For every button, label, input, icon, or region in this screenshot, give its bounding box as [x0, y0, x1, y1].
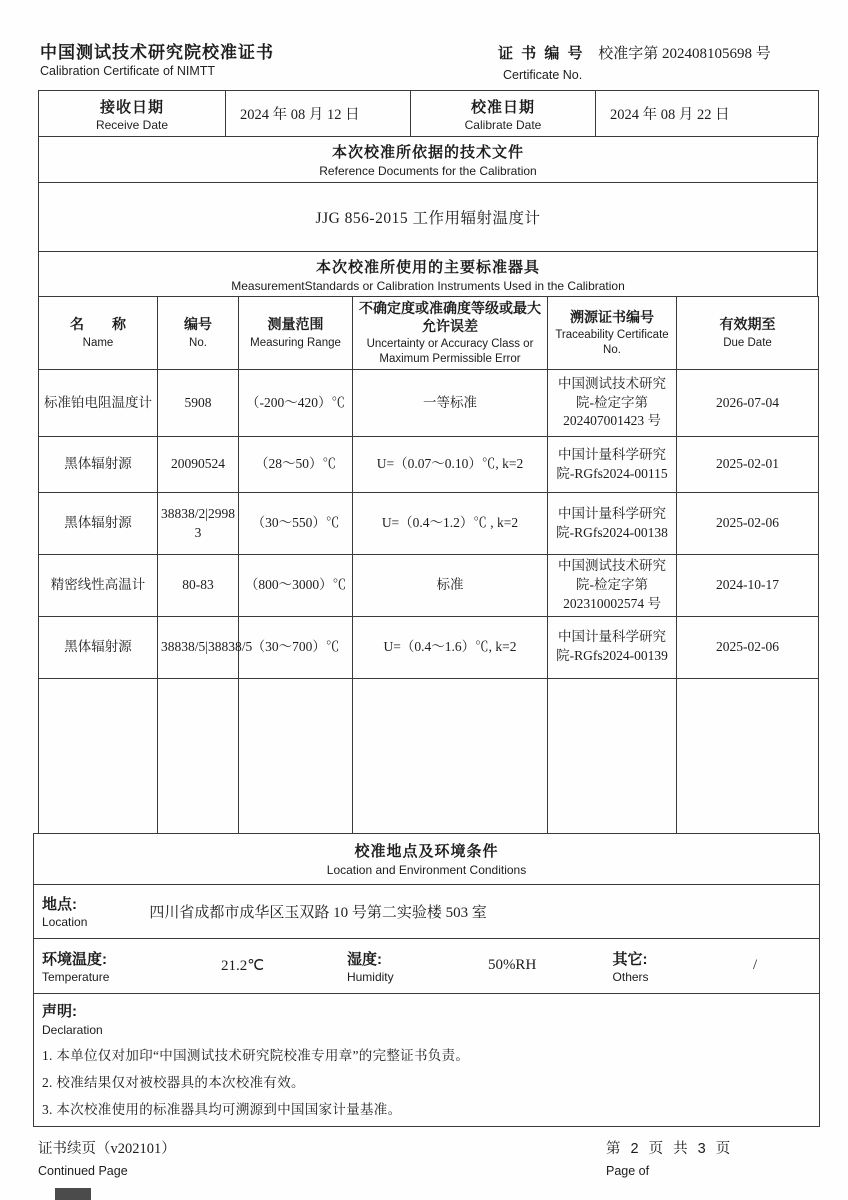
- reference-header-cn: 本次校准所依据的技术文件: [331, 144, 524, 161]
- cell-traceability: 中国测试技术研究院-检定字第 202310002574 号: [548, 555, 677, 617]
- col-range-en: Measuring Range: [250, 336, 341, 349]
- footer-left: [38, 1137, 176, 1178]
- declaration-label-cn: 声明:: [42, 1002, 77, 1020]
- calibrate-date-label-en: Calibrate Date: [464, 117, 542, 132]
- cell-name: 标准铂电阻温度计: [39, 370, 158, 437]
- location-section-header: [34, 834, 819, 885]
- footer-right: [606, 1137, 818, 1178]
- temperature-label-en: Temperature: [42, 969, 110, 984]
- temperature-value: 21.2℃: [221, 958, 265, 975]
- cell-no: 80-83: [158, 555, 239, 617]
- reference-header-en: Reference Documents for the Calibration: [319, 164, 537, 178]
- location-label: [34, 893, 87, 929]
- others-label: [605, 948, 692, 984]
- cell-name: 黑体辐射源: [39, 437, 158, 493]
- col-name-en: Name: [82, 336, 114, 349]
- cell-range: （30～550）℃: [239, 493, 353, 555]
- location-environment-box: [33, 833, 820, 1127]
- receive-date-label-cell: [39, 91, 226, 137]
- empty-cell: [158, 678, 239, 833]
- standards-row: [39, 555, 819, 617]
- col-traceability-cn: 溯源证书编号: [570, 308, 654, 325]
- cell-range: （800～3000）℃: [239, 555, 353, 617]
- col-no: [158, 297, 239, 370]
- cell-no: 38838/2|2998 3: [158, 493, 239, 555]
- cell-uncertainty: 一等标准: [353, 370, 548, 437]
- empty-cell: [677, 678, 819, 833]
- cell-range: （-200～420）℃: [239, 370, 353, 437]
- cell-traceability: 中国测试技术研究院-检定字第 202407001423 号: [548, 370, 677, 437]
- receive-date-label-en: Receive Date: [95, 117, 169, 132]
- cell-uncertainty: U=（0.4～1.6）℃, k=2: [353, 616, 548, 678]
- receive-date-label-cn: 接收日期: [99, 98, 164, 116]
- cell-traceability: 中国计量科学研究院-RGfs2024-00139: [548, 616, 677, 678]
- empty-cell: [39, 678, 158, 833]
- cell-due: 2024-10-17: [677, 555, 819, 617]
- page-number-en: Page of: [606, 1163, 650, 1178]
- empty-cell: [239, 678, 353, 833]
- cell-name: 精密线性高温计: [39, 555, 158, 617]
- doc-title-en: Calibration Certificate of NIMTT: [40, 64, 216, 78]
- location-header-en: Location and Environment Conditions: [326, 863, 527, 878]
- cell-due: 2025-02-06: [677, 616, 819, 678]
- cell-traceability: 中国计量科学研究院-RGfs2024-00138: [548, 493, 677, 555]
- standards-header-row: [39, 297, 819, 370]
- col-name: [39, 297, 158, 370]
- continued-page-en: Continued Page: [38, 1163, 128, 1178]
- cell-uncertainty: U=（0.4～1.2）℃ , k=2: [353, 493, 548, 555]
- certificate-number-label: 证 书 编 号: [498, 45, 585, 62]
- location-row: [34, 885, 819, 939]
- cell-range: （30～700）℃: [239, 616, 353, 678]
- declaration-item: 3. 本次校准使用的标准器具均可溯源到中国国家计量基准。: [42, 1101, 402, 1117]
- cell-name: 黑体辐射源: [39, 493, 158, 555]
- cell-no: 38838/5|38838/5: [158, 616, 239, 678]
- declaration-item: 1. 本单位仅对加印“中国测试技术研究院校准专用章”的完整证书负责。: [42, 1047, 470, 1063]
- standards-row: [39, 370, 819, 437]
- page-header: [0, 0, 848, 90]
- declaration-section: [34, 994, 819, 1126]
- others-label-en: Others: [612, 969, 649, 984]
- col-name-cn: 名 称: [70, 316, 126, 333]
- declaration-label-en: Declaration: [42, 1022, 103, 1037]
- cell-no: 5908: [158, 370, 239, 437]
- col-range: [239, 297, 353, 370]
- calibrate-date-value: 2024 年 08 月 22 日: [596, 91, 819, 137]
- standards-header-en: MeasurementStandards or Calibration Instruments Used in the Calibration: [231, 278, 625, 293]
- col-due: [677, 297, 819, 370]
- continued-page-cn: 证书续页（v202101）: [38, 1140, 176, 1157]
- col-due-en: Due Date: [723, 336, 772, 349]
- certificate-number-value: 校准字第 202408105698 号: [598, 46, 771, 62]
- standards-row: [39, 616, 819, 678]
- temperature-label: [34, 948, 164, 984]
- humidity-value: 50%RH: [487, 957, 537, 974]
- standards-row: [39, 493, 819, 555]
- location-label-en: Location: [42, 915, 88, 930]
- dates-row: [39, 91, 819, 137]
- cell-no: 20090524: [158, 437, 239, 493]
- cell-due: 2026-07-04: [677, 370, 819, 437]
- standards-header-cn: 本次校准所使用的主要标准器具: [315, 258, 540, 276]
- calibrate-date-label-cell: [411, 91, 596, 137]
- declaration-item: 2. 校准结果仅对被校器具的本次校准有效。: [42, 1074, 305, 1090]
- col-no-cn: 编号: [184, 316, 212, 333]
- cell-due: 2025-02-06: [677, 493, 819, 555]
- others-label-cn: 其它:: [612, 950, 648, 968]
- cell-uncertainty: 标准: [353, 555, 548, 617]
- certificate-number-line: [498, 42, 771, 63]
- col-range-cn: 测量范围: [267, 316, 324, 333]
- cell-range: （28～50）℃: [239, 437, 353, 493]
- col-due-cn: 有效期至: [719, 316, 776, 333]
- receive-date-value: 2024 年 08 月 12 日: [226, 91, 411, 137]
- location-header-cn: 校准地点及环境条件: [354, 843, 499, 861]
- location-label-cn: 地点:: [42, 896, 77, 914]
- scan-artifact-mark: [55, 1188, 91, 1200]
- standards-section-header: [38, 251, 818, 297]
- humidity-label: [339, 948, 434, 984]
- environment-row: [34, 939, 819, 994]
- reference-section-header: [38, 136, 818, 183]
- humidity-label-cn: 湿度:: [346, 950, 382, 968]
- certificate-number-label-en: Certificate No.: [503, 68, 583, 82]
- col-traceability-en: Traceability Certificate No.: [555, 329, 669, 356]
- page-number-cn: 第 2 页 共 3 页: [606, 1140, 734, 1157]
- standards-empty-row: [39, 678, 819, 833]
- humidity-label-en: Humidity: [346, 969, 394, 984]
- cell-due: 2025-02-01: [677, 437, 819, 493]
- standards-table: [38, 296, 819, 834]
- dates-table: [38, 90, 819, 137]
- standards-row: [39, 437, 819, 493]
- location-value: 四川省成都市成华区玉双路 10 号第二实验楼 503 室: [149, 904, 487, 921]
- col-uncertainty-en: Uncertainty or Accuracy Class or Maximum Permissible Error: [366, 338, 534, 365]
- cell-uncertainty: U=（0.07～0.10）℃, k=2: [353, 437, 548, 493]
- col-uncertainty-cn: 不确定度或准确度等级或最大允许误差: [359, 300, 541, 334]
- col-no-en: No.: [189, 336, 207, 349]
- empty-cell: [353, 678, 548, 833]
- others-value: /: [753, 957, 758, 974]
- page-footer: [38, 1137, 818, 1178]
- col-traceability: [548, 297, 677, 370]
- col-uncertainty: [353, 297, 548, 370]
- doc-title-cn: 中国测试技术研究院校准证书: [40, 43, 274, 62]
- cell-name: 黑体辐射源: [39, 616, 158, 678]
- calibrate-date-label-cn: 校准日期: [470, 98, 535, 116]
- empty-cell: [548, 678, 677, 833]
- cell-traceability: 中国计量科学研究院-RGfs2024-00115: [548, 437, 677, 493]
- reference-content: JJG 856-2015 工作用辐射温度计: [38, 182, 818, 252]
- temperature-label-cn: 环境温度:: [42, 950, 107, 968]
